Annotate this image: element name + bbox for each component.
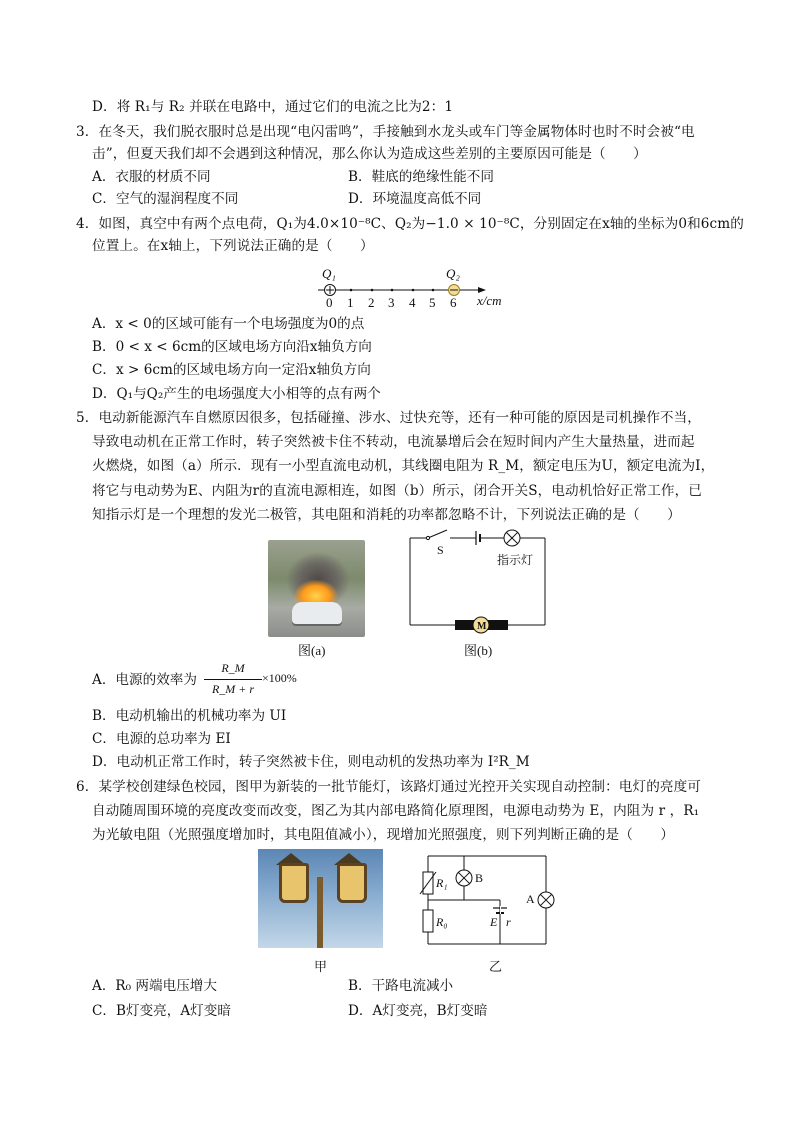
q5-option-c: C．电源的总功率为 EI (92, 731, 231, 747)
q6-option-a: A．R₀ 两端电压增大 (92, 978, 217, 994)
axis-unit-label: x/cm (477, 293, 502, 308)
right-lamp-head (337, 863, 367, 903)
efficiency-percent: ×100% (262, 671, 297, 685)
q6-stem-line1: 6．某学校创建绿色校园，图甲为新装的一批节能灯，该路灯通过光控开关实现自动控制：电灯的亮度可 (76, 779, 701, 795)
motor-circuit-diagram (400, 526, 555, 636)
q6-stem-line3: 为光敏电阻（光照强度增加时，其电阻值减小），现增加光照强度，则下列判断正确的是（ ） (92, 827, 675, 843)
tick-dot-5 (432, 289, 435, 292)
q5-stem-line1: 5．电动新能源汽车自燃原因很多，包括碰撞、涉水、过快充等，还有一种可能的原因是司机操作不当， (76, 410, 701, 426)
car-shape (292, 602, 342, 624)
lamp-post (317, 877, 323, 948)
switch-pivot (426, 536, 429, 539)
q5-option-b: B．电动机输出的机械功率为 UI (92, 708, 287, 724)
tick-label-3: 3 (388, 295, 395, 310)
tick-label-1: 1 (347, 295, 354, 310)
motor-label: M (477, 621, 487, 632)
q3-option-c: C．空气的湿润程度不同 (92, 191, 239, 207)
q5-stem-line2: 导致电动机在正常工作时，转子突然被卡住不转动，电流暴增后会在短时间内产生大量热量，进而起 (92, 434, 695, 450)
q3-option-d: D．环境温度高低不同 (348, 191, 482, 207)
fraction-bar (204, 679, 262, 680)
light-circuit-diagram (410, 850, 555, 950)
tick-dot-3 (391, 289, 394, 292)
q6-option-d: D．A灯变亮，B灯变暗 (348, 1003, 488, 1019)
tick-dot-2 (371, 289, 374, 292)
street-lamp-photo (258, 849, 383, 948)
indicator-lamp-label: 指示灯 (497, 553, 534, 567)
switch-label: S (437, 543, 444, 557)
q3-option-a: A．衣服的材质不同 (92, 169, 211, 185)
q2-label: Q₂ (446, 266, 460, 281)
q5-option-d: D．电动机正常工作时，转子突然被卡住，则电动机的发热功率为 I²R_M (92, 754, 530, 770)
q3-stem-line2: 击”，但夏天我们却不会遇到这种情况，那么你认为造成这些差别的主要原因可能是（ ） (92, 146, 647, 162)
q4-option-b: B．0 < x < 6cm的区域电场方向沿x轴负方向 (92, 339, 372, 355)
lamp-a-label: A (526, 892, 535, 906)
internal-resistance-label: r (506, 915, 511, 929)
r0-label: R₀ (436, 915, 448, 929)
source-gap (500, 906, 501, 914)
figure-b-caption: 图(b) (464, 643, 493, 658)
tick-label-0: 0 (326, 295, 333, 310)
q6-option-b: B．干路电流减小 (348, 978, 454, 994)
q1-label: Q₁ (322, 266, 336, 281)
efficiency-denominator: R_M + r (211, 682, 255, 696)
q5-stem-line4: 将它与电动势为E、内阻为r的直流电源相连，如图（b）所示，闭合开关S，电动机恰好正常工作，已 (92, 483, 702, 499)
tick-label-5: 5 (429, 295, 436, 310)
q5-stem-line5: 知指示灯是一个理想的发光二极管，其电阻和消耗的功率都忽略不计，下列说法正确的是（ ） (92, 507, 681, 523)
resistor-r0 (423, 910, 433, 932)
burning-car-photo (268, 540, 365, 637)
lamp-b-label: B (475, 871, 484, 885)
q2-option-d: D．将 R₁与 R₂ 并联在电路中，通过它们的电流之比为2：1 (92, 99, 454, 115)
switch-blade (428, 530, 447, 538)
q4-axis-figure (300, 260, 520, 310)
q3-stem-line1: 3．在冬天，我们脱衣服时总是出现“电闪雷鸣”，手接触到水龙头或车门等金属物体时也时不时会被“电 (76, 124, 695, 140)
q4-stem-line2: 位置上。在x轴上，下列说法正确的是（ ） (92, 238, 374, 254)
q4-stem-line1: 4．如图，真空中有两个点电荷，Q₁为4.0×10⁻⁸C、Q₂为−1.0 × 10⁻⁸C，分别固定在x轴的坐标为0和6cm的 (76, 216, 744, 232)
q5-stem-line3: 火燃烧，如图（a）所示．现有一小型直流电动机，其线圈电阻为 R_M，额定电压为U，额定电流为I， (92, 458, 715, 474)
figure-a-caption: 图(a) (298, 643, 326, 658)
tick-dot-4 (412, 289, 415, 292)
efficiency-numerator: R_M (221, 661, 245, 675)
q4-option-c: C．x > 6cm的区域电场方向一定沿x轴负方向 (92, 362, 371, 378)
tick-dot-1 (350, 289, 353, 292)
q4-option-a: A．x < 0的区域可能有一个电场强度为0的点 (92, 316, 365, 332)
figure-yi-caption: 乙 (489, 959, 503, 974)
q3-option-b: B．鞋底的绝缘性能不同 (348, 169, 494, 185)
r1-label: R₁ (436, 876, 448, 890)
q5-option-a-prefix: A．电源的效率为 (92, 672, 197, 688)
q4-option-d: D．Q₁与Q₂产生的电场强度大小相等的点有两个 (92, 386, 381, 402)
tick-label-4: 4 (409, 295, 416, 310)
figure-jia-caption: 甲 (314, 959, 328, 974)
q6-option-c: C．B灯变亮，A灯变暗 (92, 1003, 231, 1019)
left-lamp-head (279, 863, 309, 903)
tick-label-2: 2 (368, 295, 375, 310)
tick-label-6: 6 (450, 295, 457, 310)
emf-label: E (490, 915, 498, 929)
q6-stem-line2: 自动随周围环境的亮度改变而改变，图乙为其内部电路简化原理图，电源电动势为 E，内阻为 r ，R₁ (92, 803, 700, 819)
